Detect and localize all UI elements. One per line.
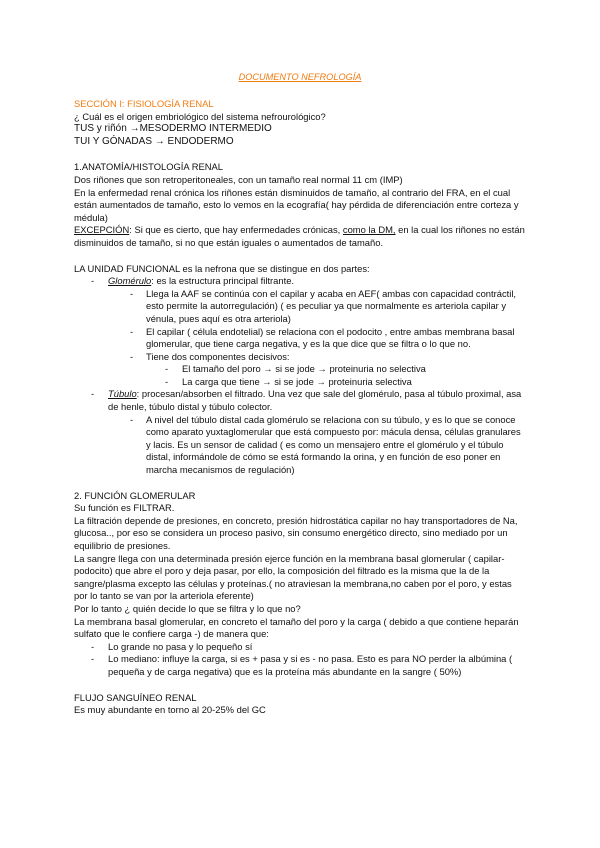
function-list	[74, 641, 526, 679]
section1-heading: SECCIÓN I: FISIOLOGÍA RENAL	[74, 98, 214, 109]
list-item: - El capilar ( célula endotelial) se relaciona con el podocito , entre ambas membrana basal glomerular, que tiene carga negativa, y es la que dice que se filtra o lo que no.	[74, 326, 526, 351]
anatomy-p2: En la enfermedad renal crónica los riñones están disminuidos de tamaño, al contrario del FRA, en el cual están aumentados de tamaño, esto lo vemos en la ecografía( hay pérdida de diferenciación entre corteza y médula)	[74, 186, 519, 223]
function-heading: 2. FUNCIÓN GLOMERULAR	[74, 489, 196, 501]
unit-intro: LA UNIDAD FUNCIONAL es la nefrona que se distingue en dos partes:	[74, 262, 370, 274]
tubulo-label: Túbulo	[108, 388, 137, 400]
anatomy-p1: Dos riñones que son retroperitoneales, con un tamaño real normal 11 cm (IMP)	[74, 173, 403, 185]
function-p3: La sangre llega con una determinada presión ejerce función en la membrana basal glomerular ( capilar- podocito) que abre el poro y deja pasar, por ello, la composición del filtrado es la misma que la de la sangre/plasma excepto las células y proteínas.( no atraviesan la membrana,no caben por el poro, y estas por lo tanto se van por la arteriola eferente)	[74, 552, 512, 602]
function-p1: Su función es FILTRAR.	[74, 502, 175, 514]
function-p2: La filtración depende de presiones, en concreto, presión hidrostática capilar no hay transportadores de Na, glucosa.., por eso se considera un proceso pasivo, sin consumo energético directo, sino mediado por un equilibrio de presiones.	[74, 514, 518, 551]
exception-text-a: : Si que es cierto, que hay enfermedades crónicas,	[129, 224, 343, 236]
exception-underlined: como la DM,	[342, 224, 396, 236]
tubulo-item	[74, 388, 526, 413]
tubulo-sublist	[74, 414, 526, 477]
glomerulo-text: : es la estructura principal filtrante.	[151, 275, 295, 287]
unit-list-2	[74, 388, 526, 413]
list-item: - Llega la AAF se continúa con el capilar y acaba en AEF( ambas con capacidad contráctil, esto permite la autorregulación) ( es peculiar ya que normalmente es arteriola capilar y vénula, pues aquí es otra arteriola)	[74, 288, 526, 326]
list-item: - A nivel del túbulo distal cada glomérulo se relaciona con su túbulo, y es lo que se conoce como aparato yuxtaglomerular que está compuesto por: mácula densa, células granulares y lacis. Es un sensor de calidad ( es como un mensajero entre el glomérulo y el túbulo distal, informándole de cómo se está formando la orina, y en función de eso poner en marcha mecanismos de regulación)	[74, 414, 526, 477]
glomerulo-label: Glomérulo	[108, 275, 152, 287]
list-item: - Lo mediano: influye la carga, si es + pasa y si es - no pasa. Esto es para NO perder la albúmina ( pequeña y de carga negativa) que es la proteína más abundante en la sangre ( 50%)	[74, 653, 526, 678]
list-item: - Tiene dos componentes decisivos:	[74, 351, 526, 364]
exception-text-b: en la cual los riñones no están disminuidos de tamaño, si no que están iguales o aumentados de tamaño.	[74, 224, 525, 248]
flow-p1: Es muy abundante en torno al 20-25% del GC	[74, 704, 266, 716]
flow-heading: FLUJO SANGUÍNEO RENAL	[74, 691, 197, 703]
glomerulo-sublist	[74, 288, 526, 364]
list-item: - El tamaño del poro → si se jode → proteinuria no selectiva	[74, 363, 526, 376]
list-item: - Lo grande no pasa y lo pequeño sí	[74, 641, 526, 654]
components-sublist	[74, 363, 526, 388]
anatomy-heading: 1.ANATOMÍA/HISTOLOGÍA RENAL	[74, 161, 223, 173]
section1-question: ¿ Cuál es el origen embriológico del sistema nefrourológico?	[74, 110, 326, 122]
glomerulo-item	[74, 275, 526, 288]
section1-line2: TUI Y GÓNADAS → ENDODERMO	[74, 135, 234, 147]
document-body	[74, 98, 526, 717]
list-item: - La carga que tiene → si se jode → proteinuria selectiva	[74, 376, 526, 389]
tubulo-text: : procesan/absorben el filtrado. Una vez que sale del glomérulo, pasa al túbulo proximal, asa de henle, túbulo distal y túbulo colector.	[108, 388, 522, 413]
function-p5: La membrana basal glomerular, en concreto el tamaño del poro y la carga ( debido a que contiene heparán sulfato que le confiere carga -) de manera que:	[74, 615, 519, 640]
document-title: DOCUMENTO NEFROLOGÍA	[238, 72, 362, 82]
unit-list	[74, 275, 526, 288]
function-p4: Por lo tanto ¿ quién decide lo que se filtra y lo que no?	[74, 602, 301, 614]
section1-line1: TUS y riñón →MESODERMO INTERMEDIO	[74, 123, 272, 135]
exception-label: EXCEPCIÓN	[74, 224, 130, 236]
anatomy-exception	[74, 224, 526, 249]
